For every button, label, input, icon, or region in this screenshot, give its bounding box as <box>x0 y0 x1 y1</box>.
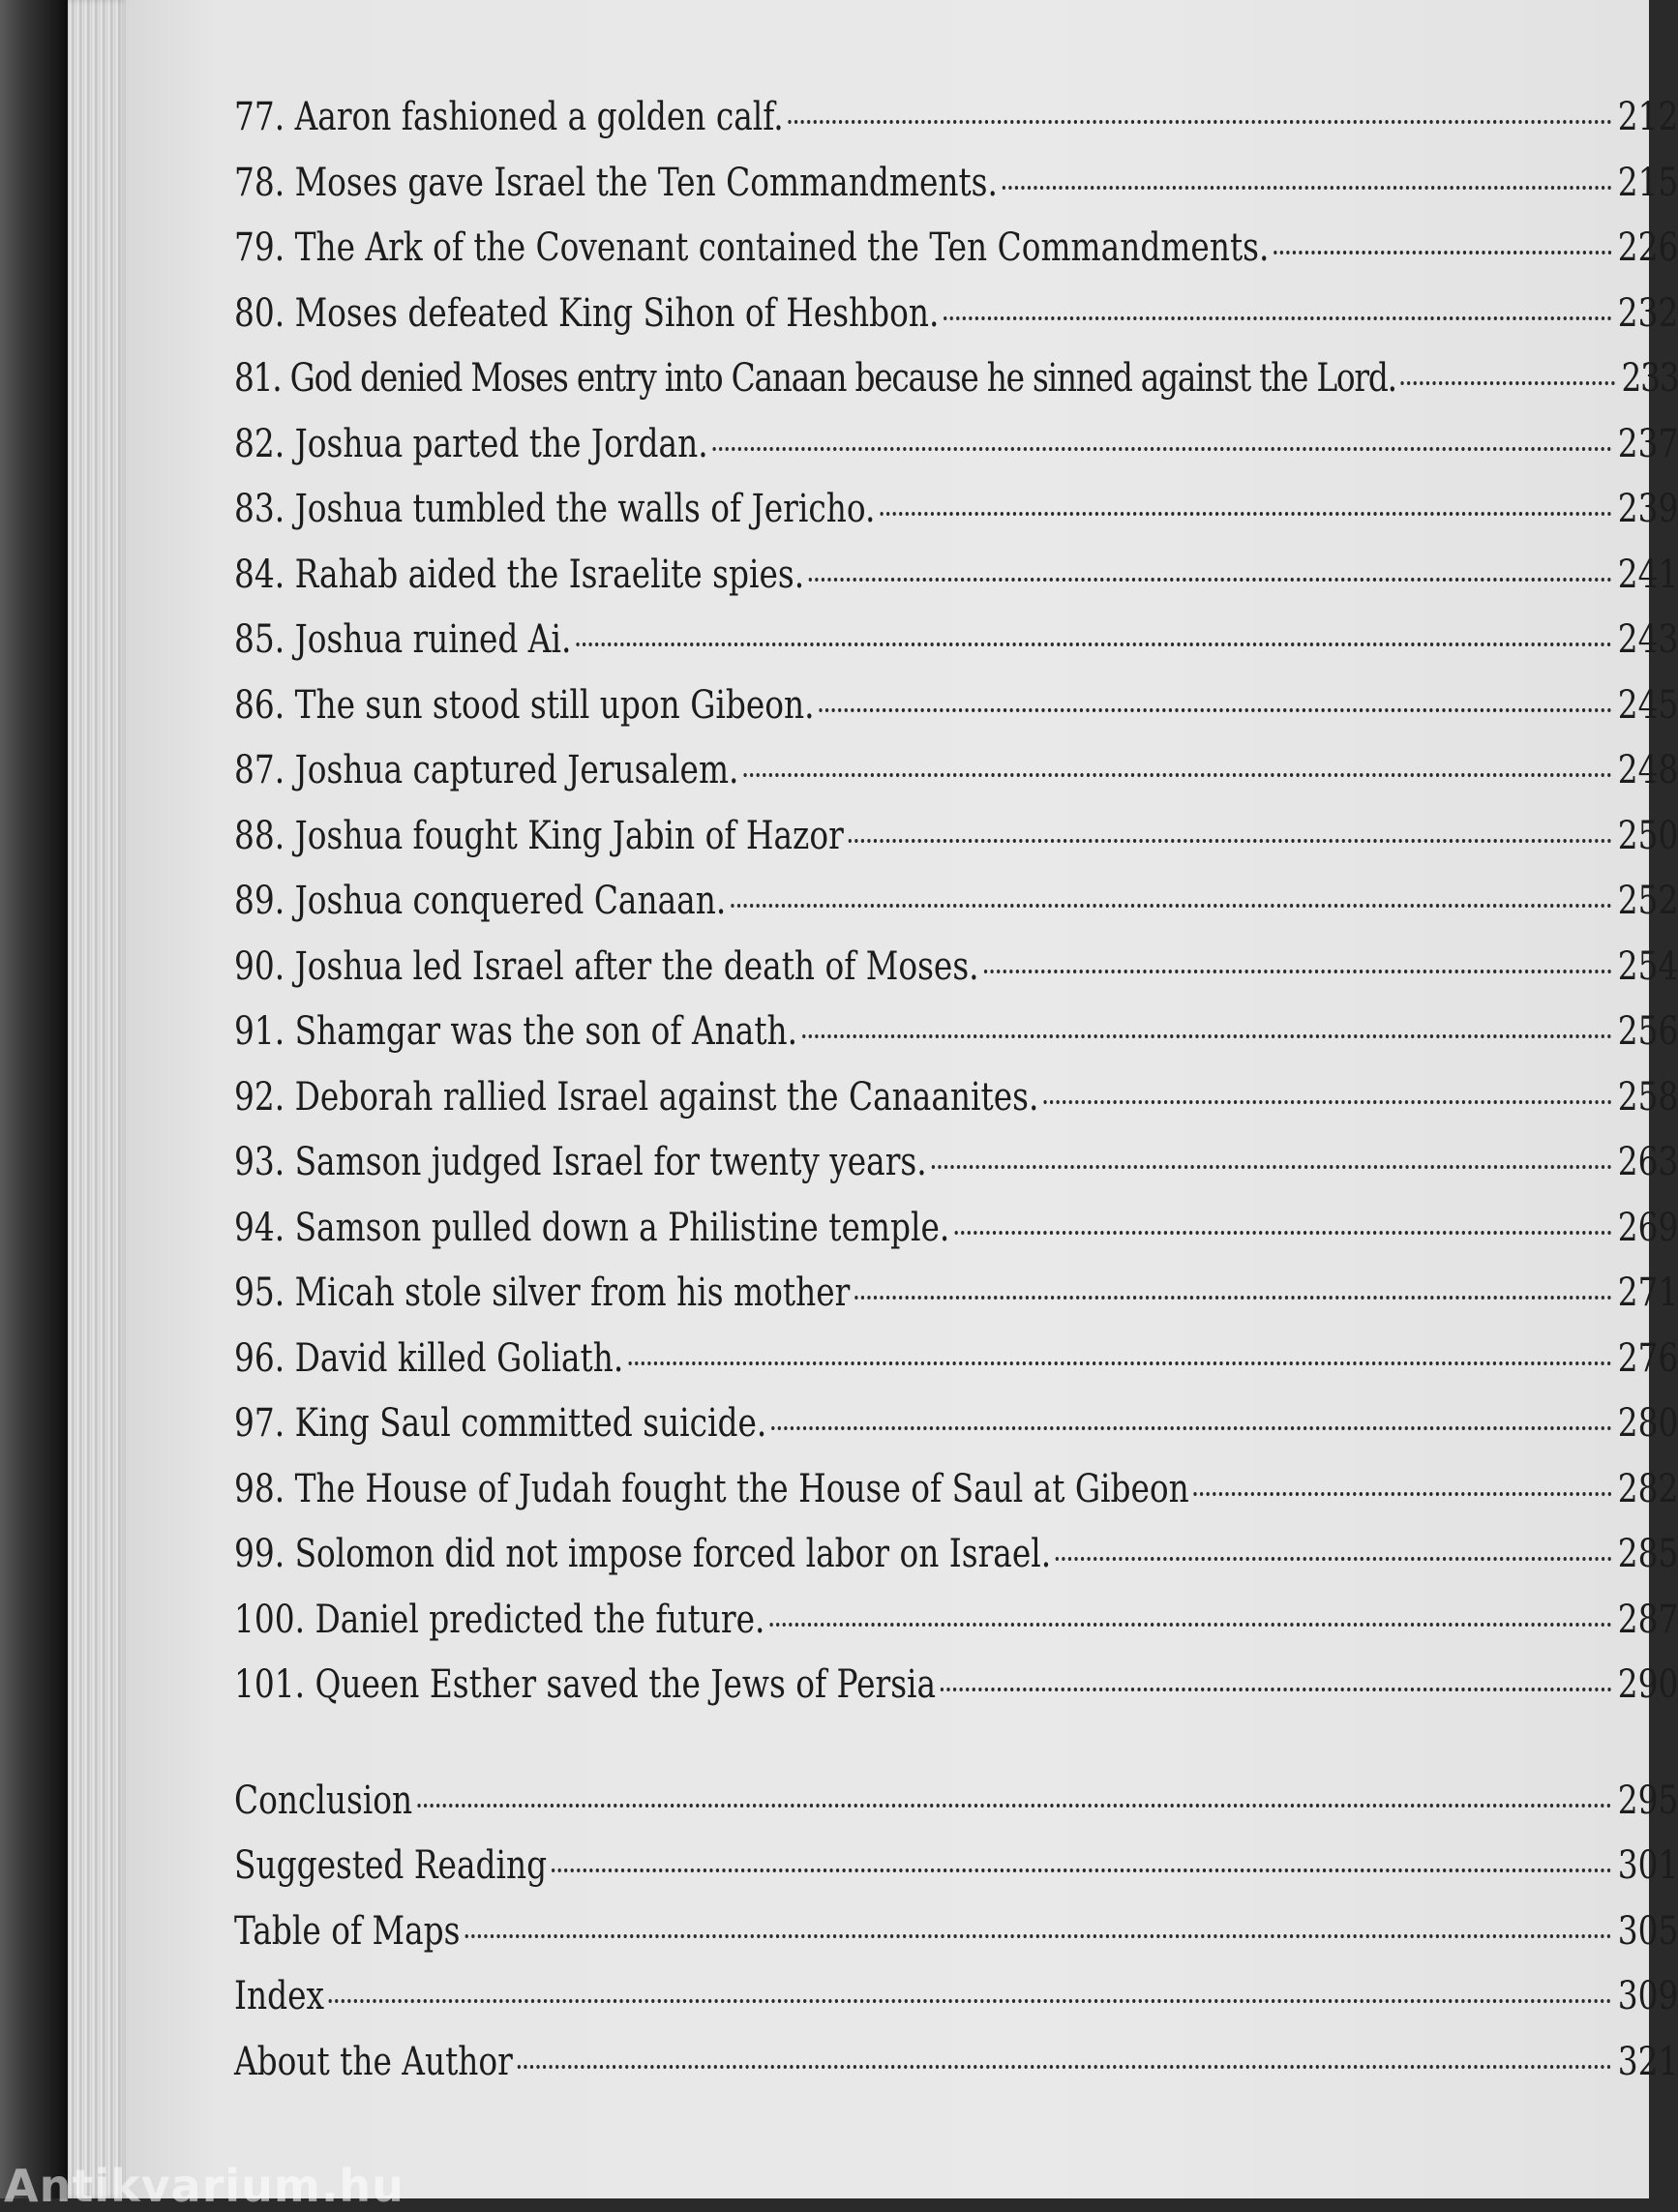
table-of-contents <box>234 95 1676 2105</box>
toc-entry <box>234 1140 1678 1206</box>
toc-entry <box>234 1662 1678 1728</box>
toc-entry <box>234 1206 1678 1271</box>
toc-entry-page: 276 <box>1617 1335 1678 1381</box>
toc-entry-page: 258 <box>1617 1074 1678 1120</box>
toc-entry-title: 83. Joshua tumbled the walls of Jericho. <box>234 487 876 531</box>
toc-entry <box>234 1401 1678 1467</box>
toc-entry-title: 85. Joshua ruined Ai. <box>234 617 572 662</box>
toc-entry-title: Conclusion <box>234 1778 413 1823</box>
toc-entry-title: 91. Shamgar was the son of Anath. <box>234 1009 798 1054</box>
toc-entry <box>234 1336 1678 1402</box>
dot-leader <box>518 2065 1611 2069</box>
back-matter-entry <box>234 1909 1678 1975</box>
dot-leader <box>1194 1492 1611 1496</box>
toc-entry <box>234 617 1678 683</box>
toc-entry-page: 252 <box>1617 879 1678 923</box>
toc-entry-page: 271 <box>1617 1270 1678 1315</box>
toc-entry <box>234 1009 1678 1075</box>
toc-entry-title: 97. King Saul committed suicide. <box>234 1401 767 1446</box>
back-matter-entry <box>234 1779 1678 1844</box>
dot-leader <box>417 1804 1611 1808</box>
dot-leader <box>713 447 1612 451</box>
toc-entry-page: 287 <box>1617 1597 1678 1642</box>
back-matter-entry <box>234 1843 1678 1909</box>
dot-leader <box>880 512 1611 516</box>
toc-entry-title: 95. Micah stole silver from his mother <box>234 1270 851 1315</box>
toc-entry-title: 84. Rahab aided the Israelite spies. <box>234 552 805 597</box>
toc-entry-title: 86. The sun stood still upon Gibeon. <box>234 682 815 728</box>
toc-entry-title: 98. The House of Judah fought the House of Saul at Gibeon <box>234 1466 1189 1511</box>
dot-leader <box>1401 381 1615 385</box>
toc-entry <box>234 356 1678 422</box>
toc-entry <box>234 422 1678 488</box>
book-page <box>126 0 1678 2198</box>
section-gap <box>234 1728 1676 1779</box>
toc-entry <box>234 291 1678 357</box>
toc-entry <box>234 1532 1678 1598</box>
toc-entry-title: 77. Aaron fashioned a golden calf. <box>234 95 784 139</box>
toc-entry <box>234 683 1678 749</box>
toc-entry-page: 245 <box>1617 682 1678 728</box>
back-matter-entry <box>234 2040 1678 2106</box>
toc-entry <box>234 748 1678 814</box>
toc-entry <box>234 225 1678 291</box>
toc-entry-title: 78. Moses gave Israel the Ten Commandments. <box>234 160 998 205</box>
toc-entry <box>234 879 1678 944</box>
toc-entry-page: 256 <box>1617 1009 1678 1054</box>
dot-leader <box>1003 186 1611 190</box>
toc-entry-page: 239 <box>1617 487 1678 531</box>
watermark: Antikvarium.hu <box>4 2160 405 2212</box>
dot-leader <box>771 1426 1611 1430</box>
dot-leader <box>329 1999 1611 2003</box>
toc-entry-page: 263 <box>1617 1140 1678 1184</box>
toc-entry-page: 241 <box>1617 552 1678 597</box>
toc-entry <box>234 1467 1678 1533</box>
toc-entry-page: 254 <box>1617 943 1678 989</box>
dot-leader <box>576 643 1611 646</box>
toc-entry-page: 237 <box>1617 421 1678 466</box>
dot-leader <box>820 708 1612 712</box>
toc-entry-page: 301 <box>1617 1843 1678 1888</box>
toc-entry-title: 93. Samson judged Israel for twenty years. <box>234 1140 927 1184</box>
toc-entry-title: Table of Maps <box>234 1908 461 1954</box>
toc-entry-page: 232 <box>1617 290 1678 336</box>
toc-entry-title: 88. Joshua fought King Jabin of Hazor <box>234 813 844 858</box>
toc-entry-page: 269 <box>1617 1205 1678 1250</box>
toc-entry <box>234 487 1678 553</box>
dot-leader <box>854 1296 1611 1300</box>
toc-entry-title: Index <box>234 1974 324 2018</box>
dot-leader <box>769 1623 1611 1627</box>
dot-leader <box>464 1934 1611 1938</box>
dot-leader <box>731 904 1611 908</box>
dot-leader <box>944 316 1611 320</box>
toc-entry-title: 90. Joshua led Israel after the death of Moses. <box>234 943 979 989</box>
toc-entry-title: 87. Joshua captured Jerusalem. <box>234 748 739 792</box>
toc-entry-title: 94. Samson pulled down a Philistine temple. <box>234 1205 950 1250</box>
toc-entry-title: Suggested Reading <box>234 1843 548 1888</box>
dot-leader <box>628 1361 1611 1365</box>
toc-entry-title: About the Author <box>234 2039 513 2084</box>
toc-entry-title: 100. Daniel predicted the future. <box>234 1597 765 1642</box>
toc-entry-title: 79. The Ark of the Covenant contained the Ten Commandments. <box>234 225 1270 270</box>
dot-leader <box>743 773 1611 777</box>
toc-entry-page: 305 <box>1617 1908 1678 1954</box>
toc-entry-page: 321 <box>1617 2039 1678 2084</box>
dot-leader <box>1273 251 1611 254</box>
toc-entry-page: 280 <box>1617 1401 1678 1446</box>
dot-leader <box>984 970 1612 973</box>
dot-leader <box>552 1868 1611 1872</box>
toc-entry-title: 92. Deborah rallied Israel against the Canaanites. <box>234 1074 1039 1120</box>
dot-leader <box>809 578 1611 582</box>
toc-entry-title: 89. Joshua conquered Canaan. <box>234 879 727 923</box>
toc-entry <box>234 553 1678 618</box>
dot-leader <box>802 1034 1611 1038</box>
dot-leader <box>849 839 1612 843</box>
toc-entry-page: 309 <box>1617 1974 1678 2018</box>
toc-entry-page: 226 <box>1617 225 1678 270</box>
toc-entry-page: 250 <box>1617 813 1678 858</box>
toc-entry-page: 215 <box>1617 160 1678 205</box>
toc-entry <box>234 944 1678 1010</box>
toc-entry-title: 82. Joshua parted the Jordan. <box>234 421 708 466</box>
dot-leader <box>932 1165 1612 1169</box>
toc-entry <box>234 95 1678 161</box>
toc-entry-page: 248 <box>1617 748 1678 792</box>
toc-entry-page: 295 <box>1617 1778 1678 1823</box>
dot-leader <box>941 1688 1611 1691</box>
toc-entry-page: 290 <box>1617 1662 1678 1707</box>
toc-entry <box>234 1270 1678 1336</box>
toc-entry-page: 233 <box>1621 356 1678 401</box>
toc-entry-page: 212 <box>1617 95 1678 139</box>
toc-entry <box>234 161 1678 226</box>
dot-leader <box>789 120 1612 124</box>
toc-entry-page: 282 <box>1617 1466 1678 1511</box>
toc-entry <box>234 1598 1678 1663</box>
dot-leader <box>954 1231 1611 1235</box>
dot-leader <box>1056 1557 1611 1561</box>
toc-entry-title: 81. God denied Moses entry into Canaan because he sinned against the Lord. <box>234 356 1396 401</box>
toc-entry-title: 96. David killed Goliath. <box>234 1335 624 1381</box>
back-matter-entry <box>234 1974 1678 2040</box>
toc-entry <box>234 814 1678 880</box>
toc-entry-title: 99. Solomon did not impose forced labor on Israel. <box>234 1532 1052 1576</box>
toc-entry <box>234 1075 1678 1141</box>
book-binding <box>0 0 68 2198</box>
page-edges <box>68 0 128 2198</box>
toc-entry-title: 101. Queen Esther saved the Jews of Persia <box>234 1662 937 1707</box>
toc-entry-page: 243 <box>1617 617 1678 662</box>
toc-entry-page: 285 <box>1617 1532 1678 1576</box>
dot-leader <box>1043 1100 1611 1104</box>
toc-entry-title: 80. Moses defeated King Sihon of Heshbon. <box>234 290 940 336</box>
